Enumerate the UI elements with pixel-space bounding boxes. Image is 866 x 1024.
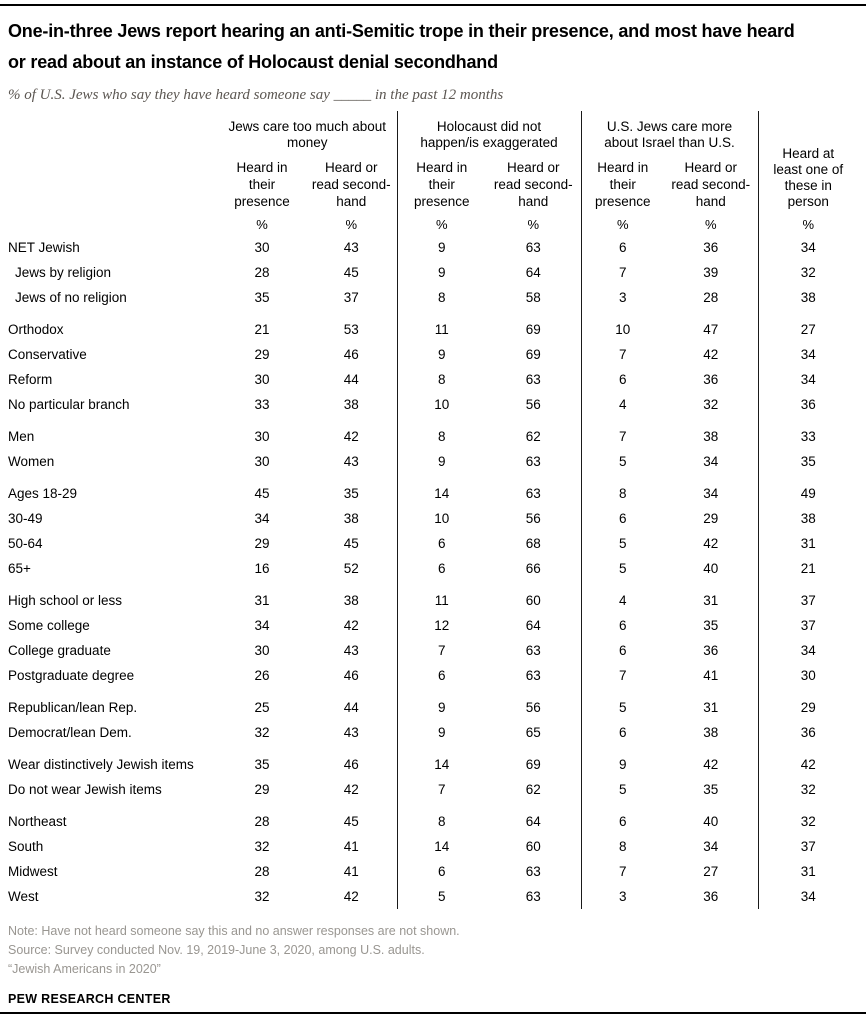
- group-header-israel-label: U.S. Jews care more about Israel than U.S.: [604, 119, 735, 150]
- value-cell: 63: [525, 668, 541, 683]
- table-row: [8, 392, 858, 417]
- value-cell: 32: [758, 802, 858, 834]
- subheader-secondhand: Heard or read second-hand: [671, 160, 751, 209]
- value-cell: 9: [397, 342, 486, 367]
- value-cell: 52: [343, 561, 359, 576]
- value-cell: 37: [758, 834, 858, 859]
- value-cell: 42: [703, 757, 719, 772]
- row-label: Do not wear Jewish items: [8, 782, 162, 797]
- value-cell: 34: [254, 511, 270, 526]
- value-cell: 56: [525, 700, 541, 715]
- table-header: [8, 111, 858, 235]
- value-cell: 6: [581, 235, 664, 260]
- percent-sign: %: [345, 216, 358, 232]
- row-label: Men: [8, 429, 35, 444]
- value-cell: 5: [397, 884, 486, 909]
- row-label: 30-49: [8, 511, 43, 526]
- value-cell: 64: [525, 618, 541, 633]
- value-cell: 62: [525, 429, 541, 444]
- value-cell: 7: [397, 777, 486, 802]
- value-cell: 5: [581, 777, 664, 802]
- value-cell: 58: [525, 290, 541, 305]
- value-cell: 32: [758, 777, 858, 802]
- value-cell: 8: [397, 367, 486, 392]
- value-cell: 69: [525, 322, 541, 337]
- percent-sign: %: [758, 213, 858, 235]
- row-label: West: [8, 889, 39, 904]
- value-cell: 11: [397, 310, 486, 342]
- note-text: Note: Have not heard someone say this and no answer responses are not shown.: [8, 924, 460, 938]
- row-label: Jews of no religion: [15, 290, 127, 305]
- value-cell: 60: [525, 839, 541, 854]
- value-cell: 34: [703, 454, 719, 469]
- value-cell: 6: [397, 663, 486, 688]
- row-label: South: [8, 839, 44, 854]
- value-cell: 29: [703, 511, 719, 526]
- value-cell: 7: [581, 417, 664, 449]
- value-cell: 44: [343, 372, 359, 387]
- value-cell: 36: [703, 240, 719, 255]
- subheader-in-person: Heard in their presence: [397, 154, 486, 213]
- table-row: [8, 531, 858, 556]
- value-cell: 36: [703, 889, 719, 904]
- row-label: Orthodox: [8, 322, 64, 337]
- value-cell: 6: [581, 367, 664, 392]
- page-title: One-in-three Jews report hearing an anti-Semitic trope in their presence, and most have heard or read about an instance of Holocaust denial secondhand: [8, 21, 795, 72]
- value-cell: 63: [525, 864, 541, 879]
- value-cell: 29: [254, 536, 270, 551]
- table-row: [8, 581, 858, 613]
- value-cell: 10: [397, 392, 486, 417]
- table-row: [8, 777, 858, 802]
- value-cell: 34: [254, 618, 270, 633]
- value-cell: 7: [581, 260, 664, 285]
- value-cell: 63: [525, 372, 541, 387]
- percent-sign: %: [256, 216, 268, 232]
- value-cell: 49: [758, 474, 858, 506]
- value-cell: 60: [525, 593, 541, 608]
- value-cell: 32: [254, 889, 270, 904]
- value-cell: 34: [758, 235, 858, 260]
- value-cell: 40: [703, 561, 719, 576]
- value-cell: 33: [254, 397, 270, 412]
- value-cell: 26: [254, 668, 270, 683]
- value-cell: 43: [343, 454, 359, 469]
- group-header-money-label: Jews care too much about money: [228, 119, 387, 150]
- value-cell: 35: [254, 290, 270, 305]
- value-cell: 34: [703, 486, 719, 501]
- subheader-secondhand: Heard or read second-hand: [493, 160, 573, 209]
- table-row: [8, 884, 858, 909]
- value-cell: 43: [343, 725, 359, 740]
- quote-text: “Jewish Americans in 2020”: [8, 962, 161, 976]
- value-cell: 10: [397, 506, 486, 531]
- table-row: [8, 342, 858, 367]
- subheader-row: [8, 154, 858, 213]
- value-cell: 6: [581, 802, 664, 834]
- value-cell: 5: [581, 449, 664, 474]
- value-cell: 27: [703, 864, 719, 879]
- value-cell: 38: [343, 397, 359, 412]
- value-cell: 38: [758, 506, 858, 531]
- row-label: Democrat/lean Dem.: [8, 725, 132, 740]
- value-cell: 12: [397, 613, 486, 638]
- value-cell: 28: [254, 265, 270, 280]
- percent-row: [8, 213, 858, 235]
- value-cell: 47: [703, 322, 719, 337]
- value-cell: 3: [581, 285, 664, 310]
- value-cell: 42: [758, 745, 858, 777]
- percent-sign: %: [704, 216, 717, 232]
- table-row: [8, 663, 858, 688]
- table-row: [8, 285, 858, 310]
- table-row: [8, 688, 858, 720]
- value-cell: 8: [581, 834, 664, 859]
- value-cell: 36: [758, 720, 858, 745]
- value-cell: 41: [703, 668, 719, 683]
- value-cell: 7: [397, 638, 486, 663]
- value-cell: 42: [343, 429, 359, 444]
- value-cell: 56: [525, 397, 541, 412]
- page-subtitle: % of U.S. Jews who say they have heard someone say _____ in the past 12 months: [8, 87, 504, 103]
- value-cell: 34: [758, 367, 858, 392]
- footer: [8, 922, 858, 979]
- value-cell: 30: [254, 643, 270, 658]
- value-cell: 38: [758, 285, 858, 310]
- value-cell: 31: [758, 859, 858, 884]
- value-cell: 9: [581, 745, 664, 777]
- row-label: Postgraduate degree: [8, 668, 135, 683]
- value-cell: 38: [703, 725, 719, 740]
- value-cell: 34: [758, 884, 858, 909]
- table-row: [8, 260, 858, 285]
- value-cell: 9: [397, 688, 486, 720]
- table-row: [8, 745, 858, 777]
- value-cell: 45: [343, 265, 359, 280]
- value-cell: 21: [758, 556, 858, 581]
- value-cell: 32: [254, 725, 270, 740]
- value-cell: 9: [397, 260, 486, 285]
- empty-corner: [8, 154, 218, 213]
- value-cell: 68: [525, 536, 541, 551]
- row-label: Conservative: [8, 347, 87, 362]
- value-cell: 45: [343, 814, 359, 829]
- subheader-in-person: Heard in their presence: [234, 160, 290, 209]
- value-cell: 35: [254, 757, 270, 772]
- value-cell: 44: [343, 700, 359, 715]
- value-cell: 63: [525, 486, 541, 501]
- value-cell: 43: [343, 643, 359, 658]
- row-label: Wear distinctively Jewish items: [8, 757, 194, 772]
- percent-sign: %: [397, 213, 486, 235]
- value-cell: 29: [758, 688, 858, 720]
- percent-sign: %: [527, 216, 540, 232]
- table-row: [8, 859, 858, 884]
- row-label: College graduate: [8, 643, 111, 658]
- table-body: [8, 235, 858, 909]
- row-label: Northeast: [8, 814, 67, 829]
- value-cell: 37: [758, 613, 858, 638]
- value-cell: 42: [703, 536, 719, 551]
- value-cell: 69: [525, 347, 541, 362]
- value-cell: 64: [525, 814, 541, 829]
- bottom-rule: [0, 1012, 866, 1014]
- value-cell: 30: [758, 663, 858, 688]
- value-cell: 6: [581, 506, 664, 531]
- value-cell: 10: [581, 310, 664, 342]
- value-cell: 8: [397, 417, 486, 449]
- row-label: Ages 18-29: [8, 486, 78, 501]
- value-cell: 35: [703, 618, 719, 633]
- value-cell: 40: [703, 814, 719, 829]
- value-cell: 28: [254, 814, 270, 829]
- value-cell: 41: [343, 839, 359, 854]
- row-label: High school or less: [8, 593, 123, 608]
- value-cell: 63: [525, 889, 541, 904]
- group-header-row: [8, 111, 858, 154]
- value-cell: 38: [343, 511, 359, 526]
- value-cell: 29: [254, 782, 270, 797]
- table-row: [8, 834, 858, 859]
- value-cell: 43: [343, 240, 359, 255]
- empty-corner: [8, 111, 218, 154]
- row-label: Reform: [8, 372, 53, 387]
- value-cell: 27: [758, 310, 858, 342]
- data-table: [8, 111, 858, 909]
- row-label: Republican/lean Rep.: [8, 700, 138, 715]
- value-cell: 63: [525, 643, 541, 658]
- value-cell: 36: [703, 643, 719, 658]
- table-row: [8, 367, 858, 392]
- value-cell: 4: [581, 581, 664, 613]
- value-cell: 30: [254, 240, 270, 255]
- value-cell: 35: [758, 449, 858, 474]
- value-cell: 42: [343, 618, 359, 633]
- value-cell: 45: [254, 486, 270, 501]
- value-cell: 63: [525, 454, 541, 469]
- value-cell: 28: [254, 864, 270, 879]
- value-cell: 28: [703, 290, 719, 305]
- value-cell: 6: [581, 613, 664, 638]
- value-cell: 8: [581, 474, 664, 506]
- brand-text: PEW RESEARCH CENTER: [8, 992, 171, 1006]
- value-cell: 6: [397, 556, 486, 581]
- value-cell: 42: [343, 782, 359, 797]
- table-row: [8, 613, 858, 638]
- value-cell: 5: [581, 531, 664, 556]
- group-header-holocaust-label: Holocaust did not happen/is exaggerated: [420, 119, 558, 150]
- value-cell: 46: [343, 347, 359, 362]
- value-cell: 69: [525, 757, 541, 772]
- table-row: [8, 235, 858, 260]
- value-cell: 35: [343, 486, 359, 501]
- row-label: Some college: [8, 618, 90, 633]
- table-row: [8, 474, 858, 506]
- value-cell: 3: [581, 884, 664, 909]
- value-cell: 6: [581, 720, 664, 745]
- value-cell: 11: [397, 581, 486, 613]
- value-cell: 45: [343, 536, 359, 551]
- value-cell: 6: [397, 531, 486, 556]
- value-cell: 31: [703, 593, 719, 608]
- row-label: No particular branch: [8, 397, 130, 412]
- value-cell: 46: [343, 757, 359, 772]
- value-cell: 32: [254, 839, 270, 854]
- table-row: [8, 506, 858, 531]
- value-cell: 8: [397, 802, 486, 834]
- value-cell: 30: [254, 454, 270, 469]
- value-cell: 63: [525, 240, 541, 255]
- table-row: [8, 310, 858, 342]
- value-cell: 53: [343, 322, 359, 337]
- table-row: [8, 638, 858, 663]
- value-cell: 5: [581, 688, 664, 720]
- value-cell: 65: [525, 725, 541, 740]
- value-cell: 32: [758, 260, 858, 285]
- row-label: 65+: [8, 561, 31, 576]
- value-cell: 30: [254, 372, 270, 387]
- value-cell: 9: [397, 720, 486, 745]
- value-cell: 31: [758, 531, 858, 556]
- row-label: Women: [8, 454, 55, 469]
- final-column-header-label: Heard at least one of these in person: [773, 146, 844, 209]
- value-cell: 34: [758, 342, 858, 367]
- value-cell: 4: [581, 392, 664, 417]
- percent-sign: %: [581, 213, 664, 235]
- value-cell: 6: [581, 638, 664, 663]
- value-cell: 42: [703, 347, 719, 362]
- table-row: [8, 449, 858, 474]
- value-cell: 14: [397, 834, 486, 859]
- value-cell: 21: [254, 322, 270, 337]
- value-cell: 32: [703, 397, 719, 412]
- value-cell: 62: [525, 782, 541, 797]
- value-cell: 5: [581, 556, 664, 581]
- group-header-money: [218, 111, 397, 154]
- value-cell: 9: [397, 235, 486, 260]
- value-cell: 64: [525, 265, 541, 280]
- value-cell: 66: [525, 561, 541, 576]
- value-cell: 39: [703, 265, 719, 280]
- source-text: Source: Survey conducted Nov. 19, 2019-June 3, 2020, among U.S. adults.: [8, 943, 425, 957]
- group-header-holocaust: [397, 111, 581, 154]
- value-cell: 16: [254, 561, 270, 576]
- value-cell: 31: [703, 700, 719, 715]
- value-cell: 14: [397, 474, 486, 506]
- value-cell: 25: [254, 700, 270, 715]
- value-cell: 36: [758, 392, 858, 417]
- row-label: Jews by religion: [15, 265, 112, 280]
- value-cell: 8: [397, 285, 486, 310]
- subheader-in-person: Heard in their presence: [581, 154, 664, 213]
- value-cell: 35: [703, 782, 719, 797]
- row-label: 50-64: [8, 536, 43, 551]
- value-cell: 7: [581, 859, 664, 884]
- table-row: [8, 556, 858, 581]
- top-rule: [0, 4, 866, 6]
- value-cell: 46: [343, 668, 359, 683]
- value-cell: 9: [397, 449, 486, 474]
- table-row: [8, 720, 858, 745]
- value-cell: 31: [254, 593, 270, 608]
- value-cell: 56: [525, 511, 541, 526]
- value-cell: 6: [397, 859, 486, 884]
- value-cell: 34: [703, 839, 719, 854]
- subheader-secondhand: Heard or read second-hand: [311, 160, 391, 209]
- table-row: [8, 802, 858, 834]
- value-cell: 42: [343, 889, 359, 904]
- value-cell: 7: [581, 342, 664, 367]
- value-cell: 30: [254, 429, 270, 444]
- value-cell: 33: [758, 417, 858, 449]
- value-cell: 41: [343, 864, 359, 879]
- value-cell: 34: [758, 638, 858, 663]
- value-cell: 37: [343, 290, 359, 305]
- row-label: Midwest: [8, 864, 58, 879]
- value-cell: 7: [581, 663, 664, 688]
- row-label: NET Jewish: [8, 240, 80, 255]
- value-cell: 36: [703, 372, 719, 387]
- value-cell: 29: [254, 347, 270, 362]
- value-cell: 14: [397, 745, 486, 777]
- final-column-header: [758, 111, 858, 213]
- group-header-israel: [581, 111, 758, 154]
- empty-corner: [8, 213, 218, 235]
- value-cell: 38: [343, 593, 359, 608]
- table-row: [8, 417, 858, 449]
- value-cell: 37: [758, 581, 858, 613]
- value-cell: 38: [703, 429, 719, 444]
